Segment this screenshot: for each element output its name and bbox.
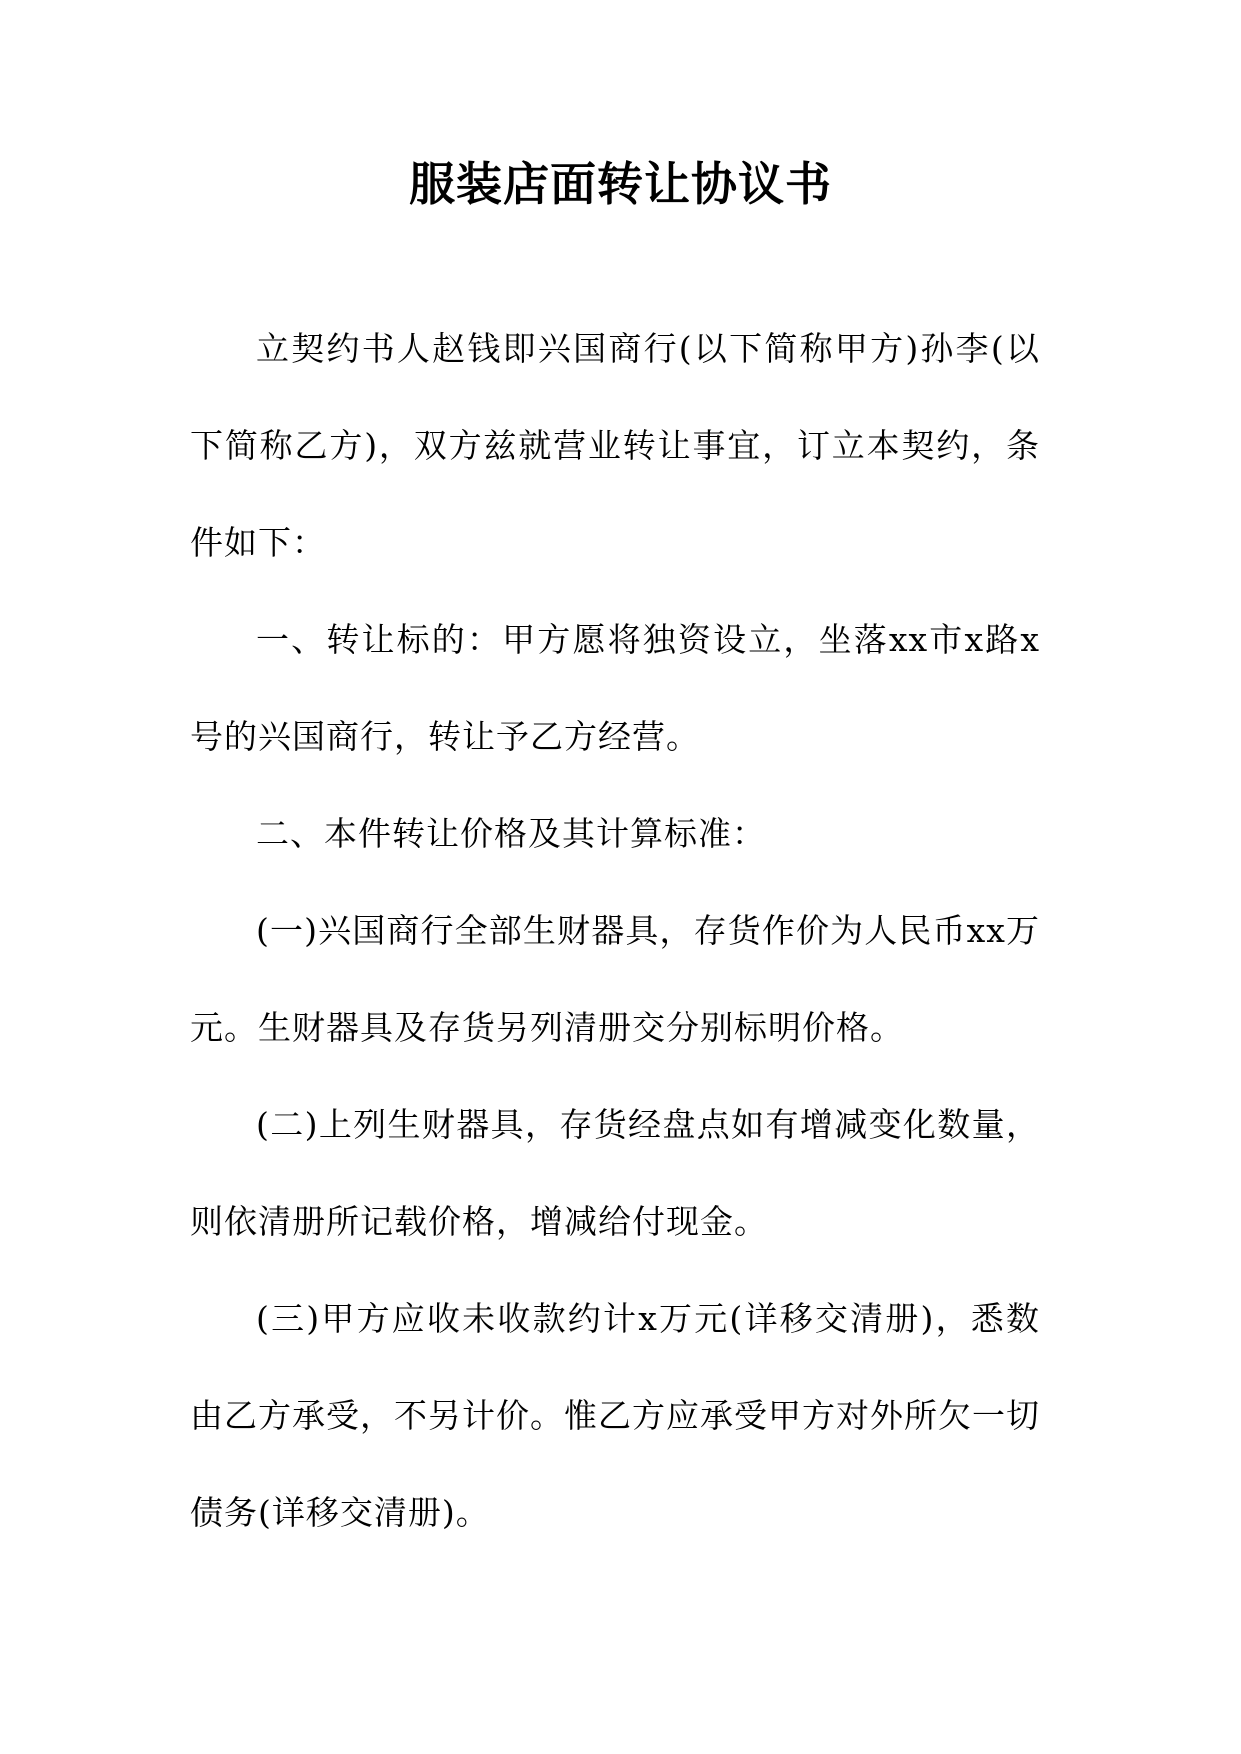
- paragraph-price-heading: 二、本件转让价格及其计算标准：: [256, 814, 766, 853]
- paragraph-parties: 立契约书人赵钱即兴国商行(以下简称甲方)孙李(以下简称乙方)，双方兹就营业转让事宜，订立本契约，条件如下：: [190, 329, 1040, 562]
- document-body: [190, 300, 1040, 1561]
- paragraph-transfer-subject: 一、转让标的：甲方愿将独资设立，坐落xx市x路x号的兴国商行，转让予乙方经营。: [190, 620, 1040, 756]
- paragraph-item-1: (一)兴国商行全部生财器具，存货作价为人民币xx万元。生财器具及存货另列清册交分别标明价格。: [190, 911, 1040, 1047]
- paragraph-item-2: (二)上列生财器具，存货经盘点如有增减变化数量，则依清册所记载价格，增减给付现金。: [190, 1105, 1040, 1241]
- paragraph-item-3: (三)甲方应收未收款约计x万元(详移交清册)，悉数由乙方承受，不另计价。惟乙方应承受甲方对外所欠一切债务(详移交清册)。: [190, 1299, 1040, 1532]
- document-title: 服装店面转让协议书: [409, 157, 832, 211]
